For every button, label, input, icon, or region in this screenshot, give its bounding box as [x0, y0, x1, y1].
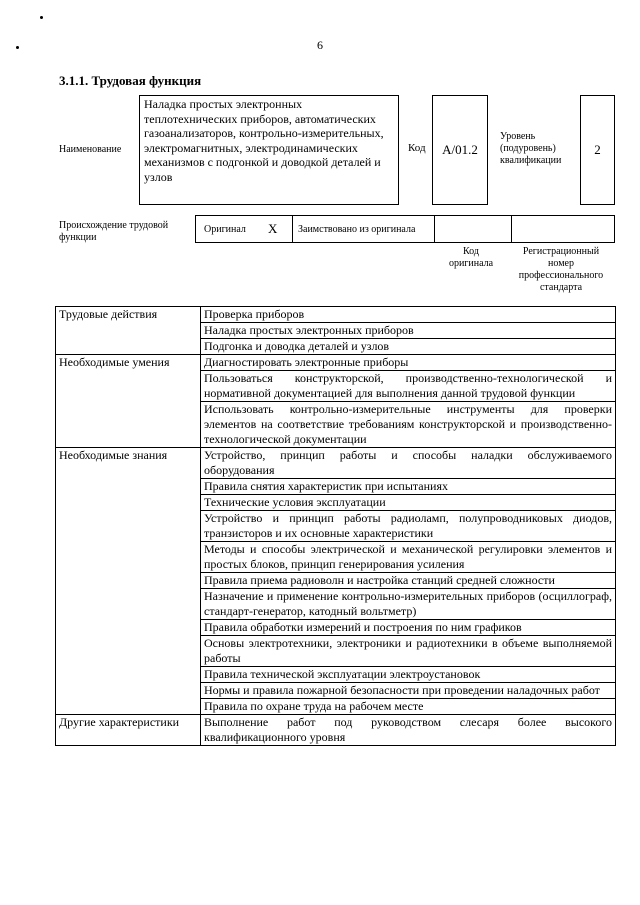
level-box [580, 95, 615, 205]
divider [434, 216, 435, 242]
item-cell: Методы и способы электрической и механической регулировки элементов и простых блоков, принцип генерирования усиления [201, 542, 616, 573]
divider [292, 216, 293, 242]
item-cell: Правила приема радиоволн и настройка станций средней сложности [201, 573, 616, 589]
original-mark: X [268, 221, 278, 236]
item-cell: Назначение и применение контрольно-измерительных приборов (осциллограф, стандарт-генератор, катодный вольтметр) [201, 589, 616, 620]
item-cell: Правила технической эксплуатации электроустановок [201, 667, 616, 683]
origin-table [195, 215, 615, 243]
item-cell: Правила по охране труда на рабочем месте [201, 699, 616, 715]
item-cell: Проверка приборов [201, 307, 616, 323]
origin-label: Происхождение трудовой функции [59, 220, 169, 243]
item-cell: Диагностировать электронные приборы [201, 355, 616, 371]
item-cell: Наладка простых электронных приборов [201, 323, 616, 339]
item-cell: Подгонка и доводка деталей и узлов [201, 339, 616, 355]
qualification-label: Уровень (подуровень) квалификации [500, 131, 562, 166]
page-number: 6 [317, 38, 323, 52]
name-label: Наименование [59, 144, 122, 155]
code-original-caption: Код оригинала [448, 246, 494, 269]
item-cell: Пользоваться конструкторской, производственно-технологической и нормативной документацией для выполнения данной трудовой функции [201, 371, 616, 402]
category-cell: Необходимые умения [56, 355, 201, 448]
code-box [432, 95, 488, 205]
item-cell: Правила обработки измерений и построения по ним графиков [201, 620, 616, 636]
original-label: Оригинал [204, 224, 246, 235]
borrowed-label: Заимствовано из оригинала [298, 224, 416, 235]
item-cell: Устройство и принцип работы радиоламп, полупроводниковых диодов, транзисторов и их основные характеристики [201, 511, 616, 542]
item-cell: Нормы и правила пожарной безопасности при проведении наладочных работ [201, 683, 616, 699]
scan-speck [40, 16, 43, 19]
code-label: Код [408, 142, 426, 154]
table-row [56, 448, 616, 479]
item-cell: Выполнение работ под руководством слесаря более высокого квалификационного уровня [201, 715, 616, 746]
item-cell: Технические условия эксплуатации [201, 495, 616, 511]
table-row [56, 715, 616, 746]
category-cell: Другие характеристики [56, 715, 201, 746]
level-value: 2 [594, 142, 601, 157]
function-name-box: Наладка простых электронных теплотехнических приборов, автоматических газоанализаторов, контрольно-измерительных, электромагнитных, электродинамических механизмов с подгонкой и доводкой деталей и узлов [139, 95, 399, 205]
table-row [56, 355, 616, 371]
category-cell: Трудовые действия [56, 307, 201, 355]
category-cell: Необходимые знания [56, 448, 201, 715]
section-title: 3.1.1. Трудовая функция [59, 73, 202, 88]
registration-caption: Регистрационный номер профессионального стандарта [518, 246, 604, 293]
code-value: A/01.2 [442, 142, 478, 157]
table-row [56, 307, 616, 323]
item-cell: Основы электротехники, электроники и радиотехники в объеме выполняемой работы [201, 636, 616, 667]
item-cell: Устройство, принцип работы и способы наладки обслуживаемого оборудования [201, 448, 616, 479]
characteristics-table [55, 306, 616, 746]
item-cell: Использовать контрольно-измерительные инструменты для проверки элементов на соответствие требованиям конструкторской и производственно-технологической документации [201, 402, 616, 448]
item-cell: Правила снятия характеристик при испытаниях [201, 479, 616, 495]
divider [511, 216, 512, 242]
